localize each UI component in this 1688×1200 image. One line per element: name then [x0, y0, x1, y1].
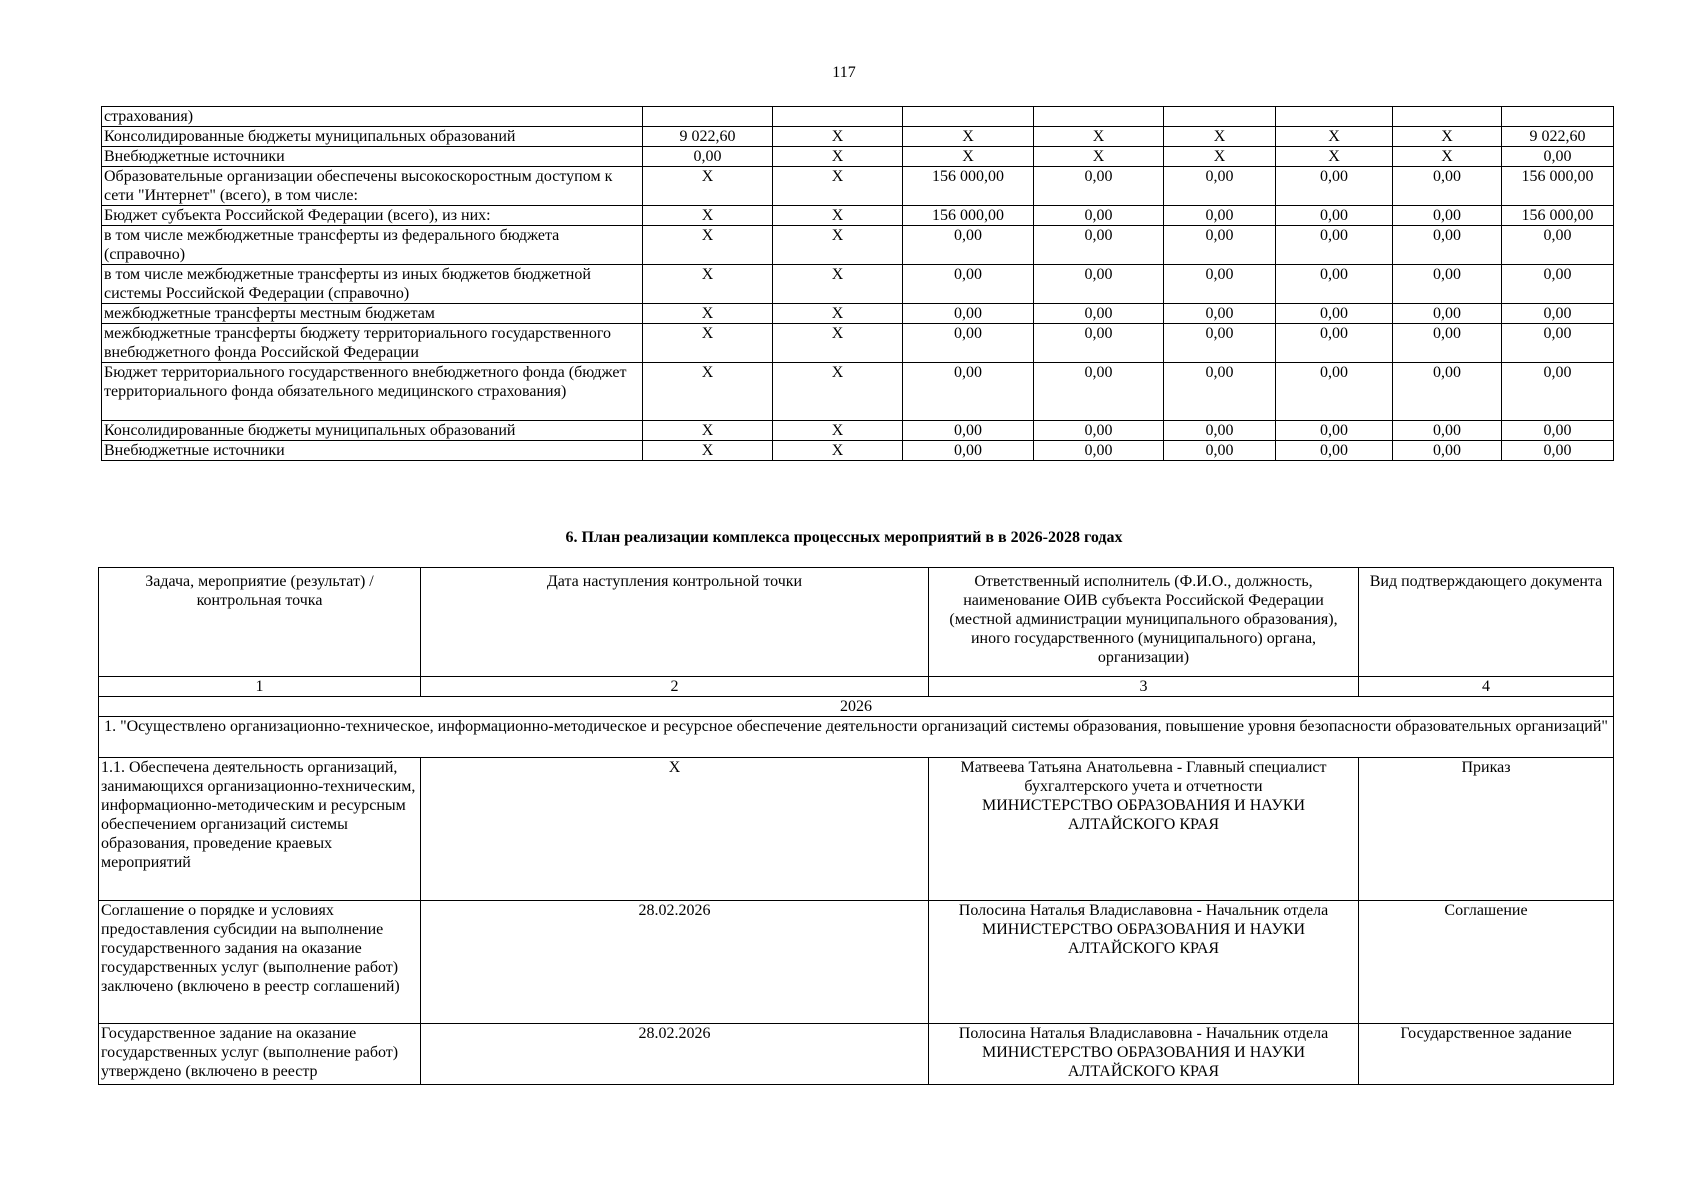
financing-row-label: в том числе межбюджетные трансферты из федерального бюджета (справочно) [102, 226, 643, 265]
financing-cell: 0,00 [1034, 363, 1164, 421]
financing-cell: 0,00 [1276, 324, 1393, 363]
plan-row-responsible: Полосина Наталья Владиславовна - Начальник отдела МИНИСТЕРСТВО ОБРАЗОВАНИЯ И НАУКИ АЛТАЙСКОГО КРАЯ [929, 901, 1359, 1024]
header-task: Задача, мероприятие (результат) / контрольная точка [99, 568, 421, 677]
financing-cell: 0,00 [643, 147, 773, 167]
financing-cell: X [643, 324, 773, 363]
financing-cell: 0,00 [1393, 441, 1502, 461]
financing-cell: 0,00 [1034, 324, 1164, 363]
financing-cell: 9 022,60 [1502, 127, 1614, 147]
financing-cell: X [773, 147, 903, 167]
financing-cell: 0,00 [1502, 324, 1614, 363]
plan-row [99, 1024, 1614, 1085]
year-label: 2026 [99, 697, 1614, 717]
financing-cell: X [773, 324, 903, 363]
financing-cell: 156 000,00 [1502, 206, 1614, 226]
financing-cell: 0,00 [903, 265, 1034, 304]
financing-cell: X [1164, 147, 1276, 167]
financing-cell: 0,00 [1276, 206, 1393, 226]
plan-task-row [99, 717, 1614, 758]
financing-cell: 0,00 [1034, 421, 1164, 441]
financing-row-label: страхования) [102, 107, 643, 127]
financing-cell: 0,00 [1502, 226, 1614, 265]
financing-row [102, 107, 1614, 127]
financing-cell: 0,00 [1393, 206, 1502, 226]
plan-row-document: Соглашение [1359, 901, 1614, 1024]
plan-table [98, 567, 1614, 1085]
financing-cell: 0,00 [1393, 324, 1502, 363]
financing-cell: 0,00 [1164, 324, 1276, 363]
financing-cell: 0,00 [1164, 421, 1276, 441]
plan-row [99, 901, 1614, 1024]
financing-cell: X [643, 167, 773, 206]
financing-cell: X [643, 363, 773, 421]
financing-cell: 0,00 [1276, 363, 1393, 421]
financing-cell: X [773, 127, 903, 147]
financing-cell: 0,00 [1502, 421, 1614, 441]
financing-cell: 0,00 [1393, 363, 1502, 421]
financing-cell: X [773, 265, 903, 304]
financing-cell: X [1393, 127, 1502, 147]
financing-cell: 0,00 [1276, 304, 1393, 324]
financing-cell: X [773, 206, 903, 226]
plan-row-responsible: Полосина Наталья Владиславовна - Начальник отдела МИНИСТЕРСТВО ОБРАЗОВАНИЯ И НАУКИ АЛТАЙСКОГО КРАЯ [929, 1024, 1359, 1085]
financing-cell: 0,00 [1502, 304, 1614, 324]
page-number: 117 [832, 64, 856, 81]
financing-cell [1502, 107, 1614, 127]
plan-row-name: Государственное задание на оказание государственных услуг (выполнение работ) утверждено (включено в реестр [99, 1024, 421, 1085]
financing-cell: X [773, 421, 903, 441]
plan-row-name: Соглашение о порядке и условиях предоставления субсидии на выполнение государственного задания на оказание государственных услуг (выполнение работ) заключено (включено в реестр соглашений) [99, 901, 421, 1024]
financing-cell [643, 107, 773, 127]
financing-cell: 0,00 [1164, 206, 1276, 226]
financing-cell: 0,00 [1502, 147, 1614, 167]
financing-cell: 0,00 [903, 441, 1034, 461]
financing-row [102, 206, 1614, 226]
financing-row-label: Консолидированные бюджеты муниципальных образований [102, 127, 643, 147]
financing-cell: X [643, 304, 773, 324]
financing-row [102, 441, 1614, 461]
financing-cell: 0,00 [1034, 265, 1164, 304]
financing-row [102, 324, 1614, 363]
header-date: Дата наступления контрольной точки [421, 568, 929, 677]
financing-cell: 0,00 [1276, 421, 1393, 441]
column-number: 2 [421, 677, 929, 697]
header-document: Вид подтверждающего документа [1359, 568, 1614, 677]
plan-year-row [99, 697, 1614, 717]
plan-number-row [99, 677, 1614, 697]
plan-row-date: 28.02.2026 [421, 901, 929, 1024]
financing-cell: 0,00 [1034, 167, 1164, 206]
financing-cell: 0,00 [1393, 226, 1502, 265]
financing-cell: X [773, 226, 903, 265]
financing-row [102, 127, 1614, 147]
plan-row-responsible: Матвеева Татьяна Анатольевна - Главный специалист бухгалтерского учета и отчетности МИНИСТЕРСТВО ОБРАЗОВАНИЯ И НАУКИ АЛТАЙСКОГО КРАЯ [929, 758, 1359, 901]
financing-cell: 0,00 [1164, 265, 1276, 304]
financing-cell: X [773, 441, 903, 461]
financing-cell: 0,00 [903, 363, 1034, 421]
financing-cell: X [1393, 147, 1502, 167]
plan-row-date: 28.02.2026 [421, 1024, 929, 1085]
financing-row-label: в том числе межбюджетные трансферты из иных бюджетов бюджетной системы Российской Федерации (справочно) [102, 265, 643, 304]
column-number: 1 [99, 677, 421, 697]
financing-row-label: межбюджетные трансферты местным бюджетам [102, 304, 643, 324]
financing-cell: X [773, 363, 903, 421]
financing-cell: 0,00 [903, 324, 1034, 363]
financing-cell: X [903, 147, 1034, 167]
financing-row [102, 363, 1614, 421]
financing-cell: 0,00 [1164, 363, 1276, 421]
financing-cell: X [643, 226, 773, 265]
section-title: 6. План реализации комплекса процессных мероприятий в в 2026-2028 годах [565, 529, 1123, 546]
financing-row [102, 304, 1614, 324]
task-title: 1. "Осуществлено организационно-техническое, информационно-методическое и ресурсное обеспечение деятельности организаций системы образования, повышение уровня безопасности образовательных организаций" [99, 717, 1614, 758]
financing-row-label: Бюджет территориального государственного внебюджетного фонда (бюджет территориального фонда обязательного медицинского страхования) [102, 363, 643, 421]
plan-row-date: X [421, 758, 929, 901]
financing-row-label: Внебюджетные источники [102, 441, 643, 461]
column-number: 4 [1359, 677, 1614, 697]
financing-cell [773, 107, 903, 127]
plan-row-name: 1.1. Обеспечена деятельность организаций, занимающихся организационно-техническим, информационно-методическим и ресурсным обеспечением организаций системы образования, проведение краевых мероприятий [99, 758, 421, 901]
financing-row [102, 421, 1614, 441]
financing-cell: 0,00 [1034, 206, 1164, 226]
financing-row [102, 265, 1614, 304]
financing-cell: 0,00 [1034, 304, 1164, 324]
financing-cell: 0,00 [1393, 421, 1502, 441]
financing-cell: 9 022,60 [643, 127, 773, 147]
financing-cell: 0,00 [1164, 304, 1276, 324]
financing-cell: X [643, 421, 773, 441]
financing-cell [1164, 107, 1276, 127]
financing-cell: X [773, 167, 903, 206]
plan-row-document: Приказ [1359, 758, 1614, 901]
financing-cell: X [1276, 127, 1393, 147]
financing-row-label: Образовательные организации обеспечены высокоскоростным доступом к сети "Интернет" (всего), в том числе: [102, 167, 643, 206]
column-number: 3 [929, 677, 1359, 697]
financing-cell: X [773, 304, 903, 324]
financing-cell: 0,00 [903, 226, 1034, 265]
financing-cell: 0,00 [1164, 167, 1276, 206]
financing-cell: 0,00 [1276, 226, 1393, 265]
financing-cell: 0,00 [1034, 441, 1164, 461]
financing-cell [1034, 107, 1164, 127]
financing-cell: 0,00 [1164, 226, 1276, 265]
financing-cell [1276, 107, 1393, 127]
financing-table [101, 106, 1614, 461]
financing-cell: 0,00 [1276, 167, 1393, 206]
financing-row-label: Бюджет субъекта Российской Федерации (всего), из них: [102, 206, 643, 226]
financing-cell: 156 000,00 [1502, 167, 1614, 206]
plan-row-document: Государственное задание [1359, 1024, 1614, 1085]
financing-cell: X [1034, 147, 1164, 167]
financing-row-label: Внебюджетные источники [102, 147, 643, 167]
financing-cell: X [643, 206, 773, 226]
financing-cell: 0,00 [1276, 265, 1393, 304]
financing-cell: 0,00 [1502, 441, 1614, 461]
financing-cell: 0,00 [903, 304, 1034, 324]
financing-cell: 0,00 [1164, 441, 1276, 461]
financing-cell: 0,00 [1502, 363, 1614, 421]
financing-row [102, 226, 1614, 265]
financing-cell [903, 107, 1034, 127]
financing-cell: 0,00 [1276, 441, 1393, 461]
financing-cell: X [903, 127, 1034, 147]
financing-cell: X [643, 441, 773, 461]
financing-cell: X [643, 265, 773, 304]
financing-row-label: межбюджетные трансферты бюджету территориального государственного внебюджетного фонда Российской Федерации [102, 324, 643, 363]
plan-row [99, 758, 1614, 901]
financing-cell: 156 000,00 [903, 167, 1034, 206]
financing-row-label: Консолидированные бюджеты муниципальных образований [102, 421, 643, 441]
financing-cell: X [1276, 147, 1393, 167]
header-responsible: Ответственный исполнитель (Ф.И.О., должность, наименование ОИВ субъекта Российской Федерации (местной администрации муниципального образования), иного государственного (муниципального) органа, организации) [929, 568, 1359, 677]
financing-cell: 0,00 [1393, 304, 1502, 324]
financing-row [102, 167, 1614, 206]
financing-cell: 0,00 [1502, 265, 1614, 304]
financing-cell: 0,00 [1393, 265, 1502, 304]
financing-cell: 0,00 [1393, 167, 1502, 206]
financing-row [102, 147, 1614, 167]
financing-cell: 156 000,00 [903, 206, 1034, 226]
financing-cell: X [1034, 127, 1164, 147]
plan-header-row [99, 568, 1614, 677]
financing-cell [1393, 107, 1502, 127]
financing-cell: 0,00 [903, 421, 1034, 441]
financing-cell: X [1164, 127, 1276, 147]
financing-cell: 0,00 [1034, 226, 1164, 265]
